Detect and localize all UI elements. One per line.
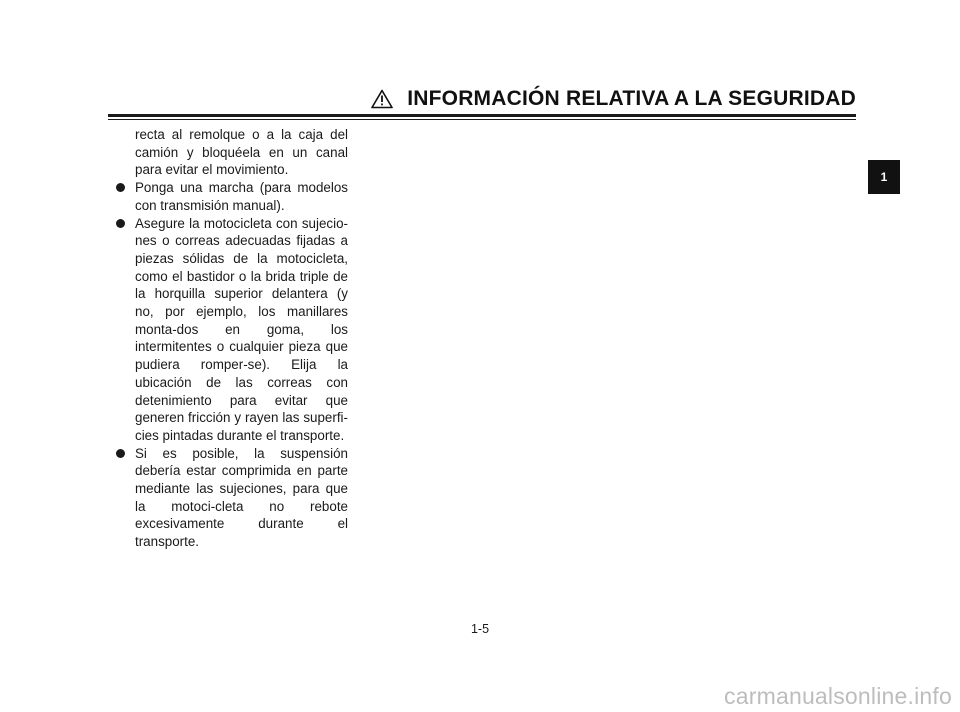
- body-text: [108, 126, 348, 551]
- bullet-icon: [116, 183, 125, 192]
- bullet-text: Ponga una marcha (para modelos con transmisión manual).: [135, 180, 348, 213]
- watermark: carmanualsonline.info: [724, 683, 952, 709]
- bullet-text: Si es posible, la suspensión debería estar comprimida en parte mediante las sujeciones, para que la motoci-cleta no rebote excesivamente durante el transporte.: [135, 445, 348, 550]
- intro-paragraph: recta al remolque o a la caja del camión y bloquéela en un canal para evitar el movimiento.: [135, 127, 348, 178]
- bullet-icon: [116, 449, 125, 458]
- bullet-icon: [116, 219, 125, 228]
- bullet-item: [108, 179, 348, 214]
- bullet-item: [108, 215, 348, 445]
- warning-triangle-icon: [371, 89, 393, 109]
- bullet-item: [108, 445, 348, 551]
- bullet-text: Asegure la motocicleta con sujecio-nes o correas adecuadas fijadas a piezas sólidas de la motocicleta, como el bastidor o la brida triple de la horquilla superior delantera (y no, por ejemplo, los manillares monta-dos en goma, los intermitentes o cualquier pieza que pudiera romper-se). Elija la ubicación de las correas con detenimiento para evitar que generen fricción y rayen las superfi-cies pintadas durante el transporte.: [135, 215, 348, 443]
- header-rule-thick: [108, 114, 856, 117]
- page-number: 1-5: [470, 622, 490, 636]
- section-title: INFORMACIÓN RELATIVA A LA SEGURIDAD: [407, 87, 856, 110]
- page-header: [340, 86, 856, 112]
- header-rule-thin: [108, 119, 856, 120]
- chapter-tab: 1: [868, 160, 900, 194]
